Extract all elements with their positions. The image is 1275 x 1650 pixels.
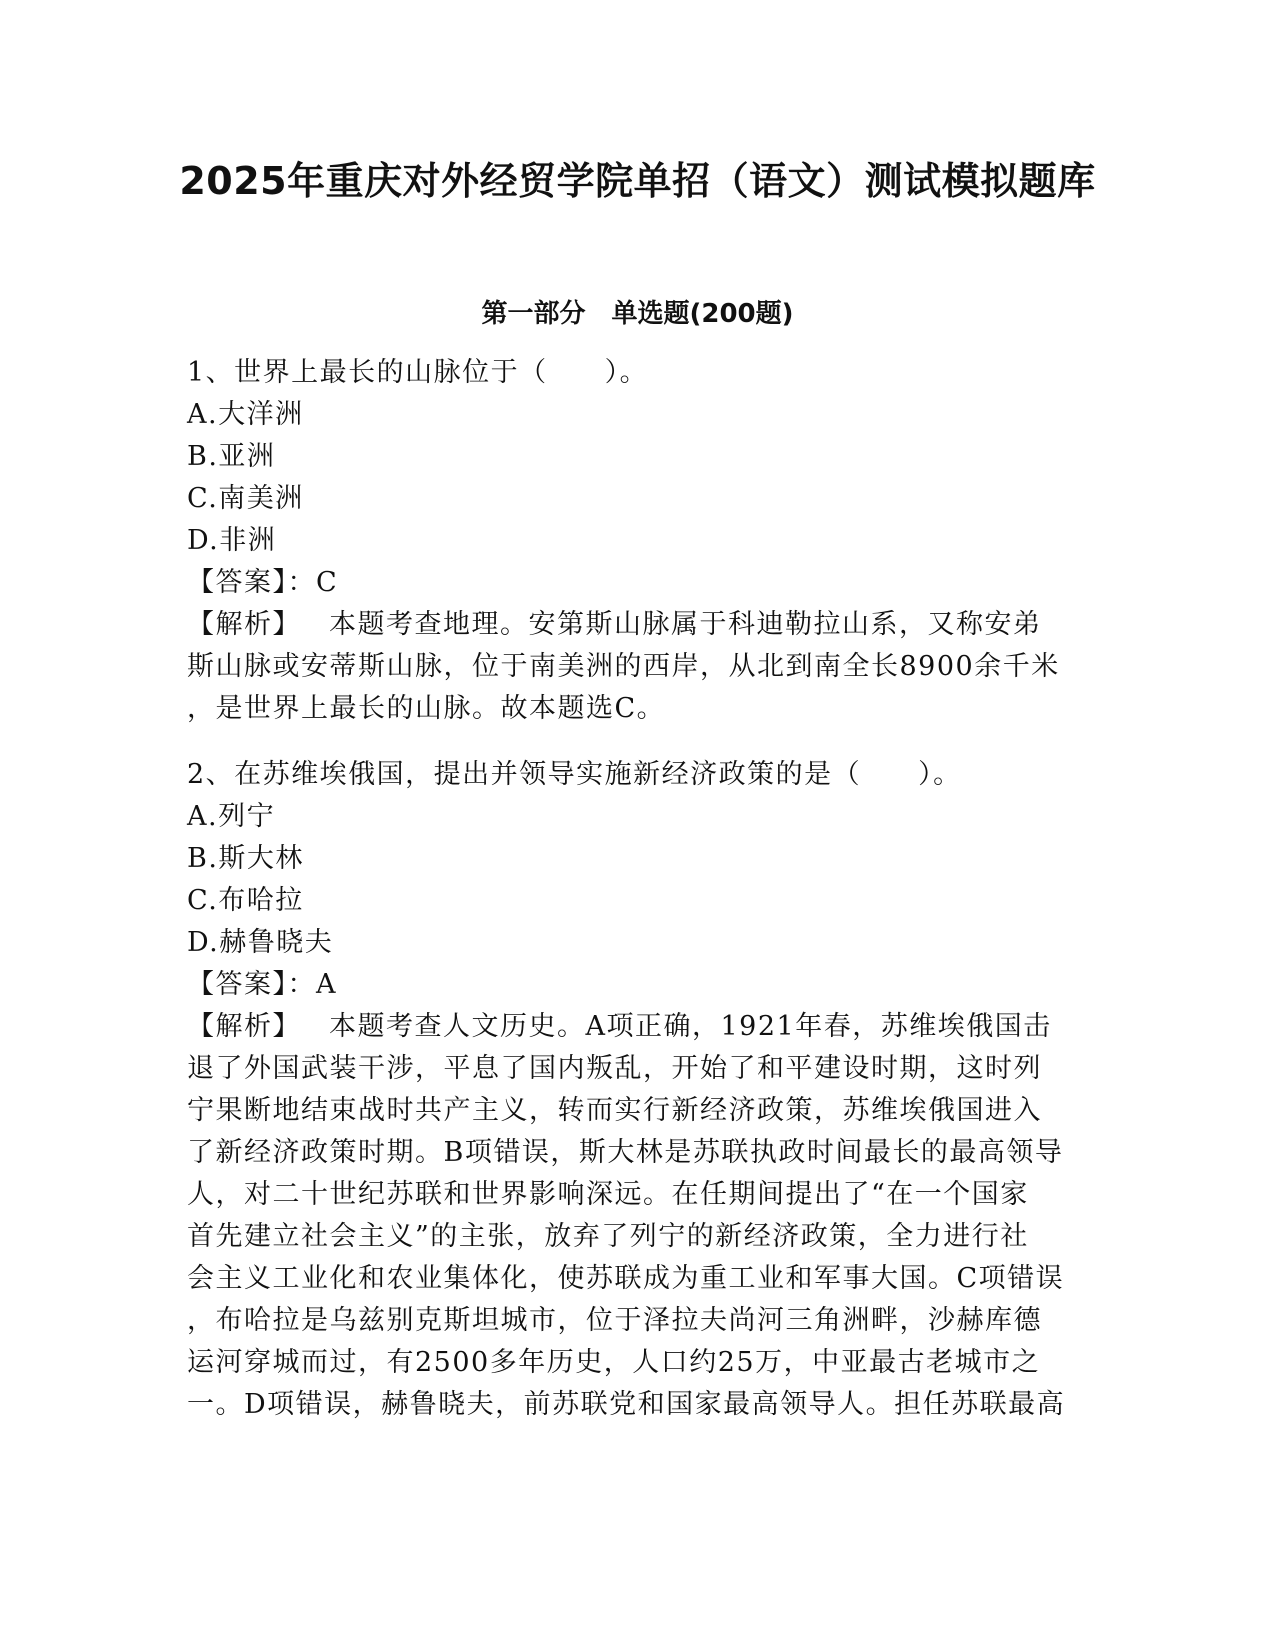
answer-value: ：A bbox=[287, 969, 337, 1000]
section-part: 第一部分 bbox=[481, 299, 586, 329]
analysis-line bbox=[187, 1006, 1087, 1048]
question-block bbox=[187, 352, 1087, 730]
option-d: D.赫鲁晓夫 bbox=[187, 927, 334, 958]
analysis-line: 了新经济政策时期。B项错误，斯大林是苏联执政时间最长的最高领导 bbox=[187, 1137, 1064, 1168]
analysis-line: 运河穿城而过，有2500多年历史，人口约25万，中亚最古老城市之 bbox=[187, 1347, 1041, 1378]
section-name: 单选题(200题) bbox=[611, 299, 794, 329]
option-d: D.非洲 bbox=[187, 525, 277, 556]
analysis-line: ，布哈拉是乌兹别克斯坦城市，位于泽拉夫尚河三角洲畔，沙赫库德 bbox=[187, 1305, 1042, 1336]
page-title: 2025年重庆对外经贸学院单招（语文）测试模拟题库 bbox=[179, 159, 1096, 203]
question-block bbox=[187, 754, 1087, 1426]
option-c: C.南美洲 bbox=[187, 483, 304, 514]
analysis-line: 斯山脉或安蒂斯山脉，位于南美洲的西岸，从北到南全长8900余千米 bbox=[187, 651, 1060, 682]
option-c: C.布哈拉 bbox=[187, 885, 304, 916]
analysis-line: ，是世界上最长的山脉。故本题选C。 bbox=[187, 693, 666, 724]
analysis-line: 宁果断地结束战时共产主义，转而实行新经济政策，苏维埃俄国进入 bbox=[187, 1095, 1042, 1126]
option-a: A.列宁 bbox=[187, 801, 276, 832]
question-stem: 2、在苏维埃俄国，提出并领导实施新经济政策的是（ ）。 bbox=[187, 759, 962, 790]
question-list bbox=[187, 352, 1087, 1426]
analysis-text: 本题考查人文历史。A项正确，1921年春，苏维埃俄国击 bbox=[329, 1011, 1052, 1042]
section-heading bbox=[0, 293, 1275, 330]
analysis-line: 一。D项错误，赫鲁晓夫，前苏联党和国家最高领导人。担任苏联最高 bbox=[187, 1389, 1066, 1420]
option-b: B.斯大林 bbox=[187, 843, 304, 874]
analysis-line: 首先建立社会主义”的主张，放弃了列宁的新经济政策，全力进行社 bbox=[187, 1221, 1029, 1252]
analysis-line: 人，对二十世纪苏联和世界影响深远。在任期间提出了“在一个国家 bbox=[187, 1179, 1029, 1210]
analysis-label: 【解析】 bbox=[187, 1011, 301, 1042]
answer-label: 【答案】 bbox=[187, 969, 288, 1000]
answer-line bbox=[187, 964, 1087, 1006]
answer-line bbox=[187, 562, 1087, 604]
analysis-line: 退了外国武装干涉，平息了国内叛乱，开始了和平建设时期，这时列 bbox=[187, 1053, 1042, 1084]
analysis-line: 会主义工业化和农业集体化，使苏联成为重工业和军事大国。C项错误 bbox=[187, 1263, 1065, 1294]
answer-value: ：C bbox=[287, 567, 339, 598]
option-a: A.大洋洲 bbox=[187, 399, 304, 430]
option-b: B.亚洲 bbox=[187, 441, 276, 472]
question-stem: 1、世界上最长的山脉位于（ ）。 bbox=[187, 357, 649, 388]
analysis-text: 本题考查地理。安第斯山脉属于科迪勒拉山系，又称安弟 bbox=[329, 609, 1042, 640]
answer-label: 【答案】 bbox=[187, 567, 288, 598]
analysis-label: 【解析】 bbox=[187, 609, 301, 640]
analysis-line bbox=[187, 604, 1087, 646]
